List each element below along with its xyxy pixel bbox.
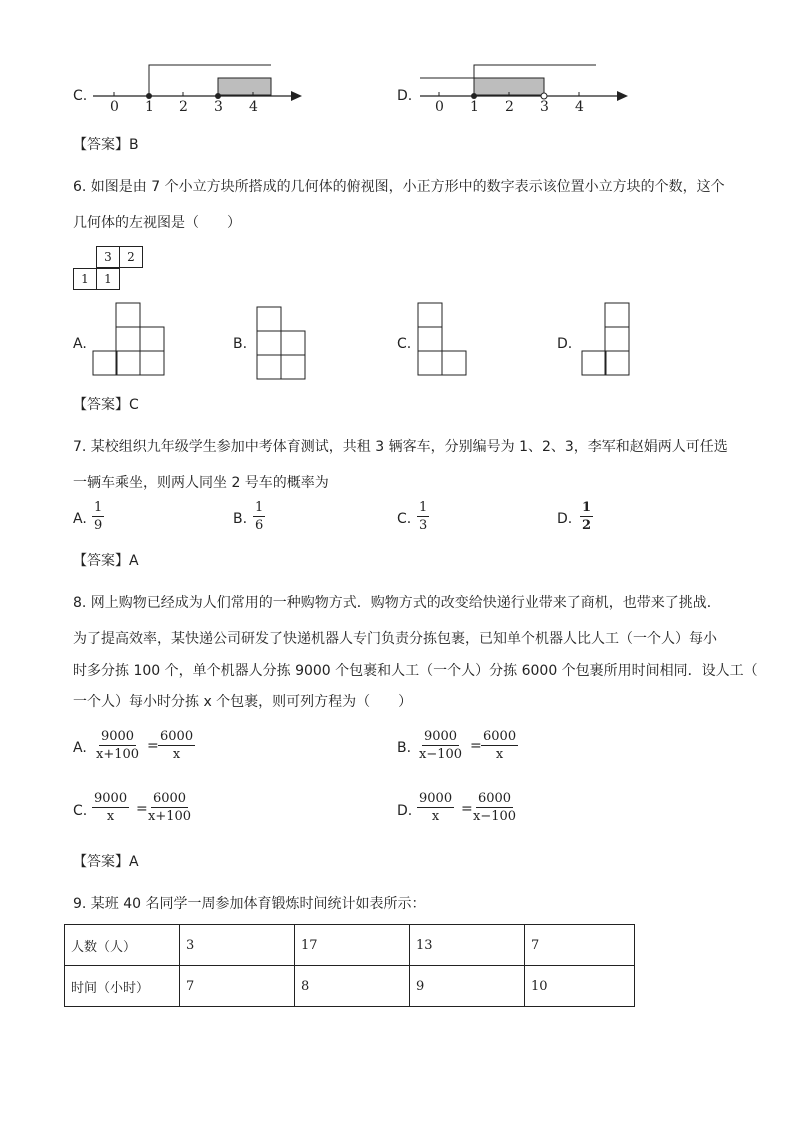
- q9-header-hours: 时间（小时）: [65, 966, 180, 1007]
- q7-answer-prefix: 【答案】: [73, 553, 129, 569]
- table-row: [65, 925, 635, 966]
- q9-cell-hours-4: 10: [525, 966, 635, 1007]
- q9-cell-hours-1: 7: [180, 966, 295, 1007]
- q5-answer-prefix: 【答案】: [73, 137, 129, 153]
- q7-a-numerator: 1: [94, 500, 103, 515]
- q5-option-c-number-line: [88, 60, 308, 116]
- q5-d-tick-1: 1: [470, 99, 479, 115]
- q5-d-tick-3: 3: [540, 99, 549, 115]
- q5-c-tick-2: 2: [179, 99, 188, 115]
- q8-stem-line2: 为了提高效率，某快递公司研发了快递机器人专门负责分拣包裹，已知单个机器人比人工（一个人）每小: [73, 631, 717, 647]
- q9-cell-hours-2: 8: [295, 966, 410, 1007]
- q9-cell-people-1: 3: [180, 925, 295, 966]
- q7-option-c-fraction: [417, 500, 429, 533]
- q6-answer: [73, 396, 139, 414]
- q7-option-d-fraction: [580, 500, 593, 533]
- q8-d-left-fraction: [417, 791, 454, 824]
- q8-a-right-numerator: 6000: [160, 729, 194, 744]
- q7-option-b-fraction: [253, 500, 265, 533]
- q8-d-right-numerator: 6000: [477, 791, 512, 806]
- q9-stem-line1: 9. 某班 40 名同学一周参加体育锻炼时间统计如表所示：: [73, 896, 426, 912]
- q7-option-d-label: D.: [557, 511, 573, 527]
- q8-b-equals: =: [470, 738, 482, 754]
- q7-answer: [73, 552, 139, 570]
- q5-option-c-label: C.: [73, 88, 88, 104]
- q7-stem-line2: 一辆车乘坐，则两人同坐 2 号车的概率为: [73, 475, 329, 491]
- q8-a-right-fraction: [158, 729, 195, 762]
- q7-option-a-fraction: [92, 500, 104, 533]
- q8-c-right-fraction: [146, 791, 193, 824]
- q8-stem-line3: 时多分拣 100 个，单个机器人分拣 9000 个包裹和人工（一个人）分拣 6000 个包裹所用时间相同．设人工（: [73, 663, 758, 679]
- q8-option-c-label: C.: [73, 803, 88, 819]
- q9-cell-hours-3: 9: [410, 966, 525, 1007]
- q6-option-d-label: D.: [557, 336, 573, 352]
- q8-option-d-label: D.: [397, 803, 413, 819]
- q8-b-right-denominator: x: [495, 747, 504, 762]
- q8-stem-line1: 8. 网上购物已经成为人们常用的一种购物方式．购物方式的改变给快递行业带来了商机，也带来了挑战．: [73, 595, 721, 611]
- q6-stem-line1: 6. 如图是由 7 个小立方块所搭成的几何体的俯视图，小正方形中的数字表示该位置小立方块的个数，这个: [73, 179, 725, 195]
- q5-d-tick-0: 0: [435, 99, 444, 115]
- q6-answer-prefix: 【答案】: [73, 397, 129, 413]
- q6-stem-line2: 几何体的左视图是（ ）: [73, 215, 241, 231]
- q6-top-view-cell-1a: 1: [73, 268, 97, 290]
- q8-answer: [73, 853, 139, 871]
- q6-option-b-label: B.: [233, 336, 248, 352]
- q8-c-right-denominator: x+100: [148, 809, 192, 824]
- table-row: [65, 966, 635, 1007]
- q8-a-left-denominator: x+100: [96, 747, 140, 762]
- q7-stem-line1: 7. 某校组织九年级学生参加中考体育测试，共租 3 辆客车，分别编号为 1、2、3，李军和赵娟两人可任选: [73, 439, 728, 455]
- q5-answer-value: B: [129, 137, 139, 153]
- q5-c-tick-0: 0: [110, 99, 119, 115]
- q8-d-left-numerator: 9000: [419, 791, 453, 806]
- q8-c-left-fraction: [92, 791, 129, 824]
- q6-top-view-cell-3: 3: [96, 246, 120, 268]
- q7-d-denominator: 2: [582, 518, 592, 533]
- q6-option-a-label: A.: [73, 336, 87, 352]
- q5-c-arrow: [291, 91, 302, 101]
- q9-cell-people-4: 7: [525, 925, 635, 966]
- q6-top-view-cell-2: 2: [119, 246, 143, 268]
- q8-answer-prefix: 【答案】: [73, 854, 129, 870]
- q5-d-tick-2: 2: [505, 99, 514, 115]
- q9-header-people: 人数（人）: [65, 925, 180, 966]
- q8-d-right-denominator: x−100: [473, 809, 517, 824]
- q6-option-c-figure: [417, 302, 469, 378]
- q7-option-c-label: C.: [397, 511, 412, 527]
- q9-cell-people-2: 17: [295, 925, 410, 966]
- q7-c-numerator: 1: [419, 500, 428, 515]
- q6-option-a-figure: [92, 302, 168, 378]
- q8-a-equals: =: [147, 738, 159, 754]
- q5-option-d-label: D.: [397, 88, 413, 104]
- q7-option-b-label: B.: [233, 511, 248, 527]
- q6-option-c-label: C.: [397, 336, 412, 352]
- q5-option-d-number-line: [418, 60, 638, 116]
- q7-d-numerator: 1: [582, 500, 592, 515]
- q8-option-a-label: A.: [73, 740, 87, 756]
- q7-a-denominator: 9: [94, 518, 103, 533]
- q8-c-left-numerator: 9000: [94, 791, 128, 806]
- q5-c-tick-3: 3: [214, 99, 223, 115]
- q8-b-right-fraction: [481, 729, 518, 762]
- q8-b-right-numerator: 6000: [483, 729, 517, 744]
- q8-c-equals: =: [136, 801, 148, 817]
- q8-d-equals: =: [461, 801, 473, 817]
- q6-answer-value: C: [129, 397, 139, 413]
- q7-b-numerator: 1: [255, 500, 264, 515]
- q8-d-left-denominator: x: [431, 809, 440, 824]
- q6-option-d-figure: [581, 302, 633, 378]
- q5-c-tick-1: 1: [145, 99, 154, 115]
- q8-option-b-label: B.: [397, 740, 412, 756]
- q7-c-denominator: 3: [419, 518, 428, 533]
- q5-d-arrow: [617, 91, 628, 101]
- q6-top-view-cell-1b: 1: [96, 268, 120, 290]
- q8-b-left-denominator: x−100: [419, 747, 463, 762]
- q5-c-tick-4: 4: [249, 99, 258, 115]
- q8-answer-value: A: [129, 854, 139, 870]
- q8-c-right-numerator: 6000: [152, 791, 187, 806]
- q8-b-left-fraction: [417, 729, 464, 762]
- q7-b-denominator: 6: [255, 518, 264, 533]
- q8-a-left-numerator: 9000: [100, 729, 135, 744]
- q7-answer-value: A: [129, 553, 139, 569]
- q5-c-shaded-region: [218, 78, 271, 95]
- q8-b-left-numerator: 9000: [423, 729, 458, 744]
- q5-d-tick-4: 4: [575, 99, 584, 115]
- q6-option-b-figure: [256, 306, 308, 380]
- q8-stem-line4: 一个人）每小时分拣 x 个包裹，则可列方程为（ ）: [73, 694, 413, 710]
- q8-a-right-denominator: x: [172, 747, 181, 762]
- q8-d-right-fraction: [471, 791, 518, 824]
- q9-data-table: [64, 924, 635, 1007]
- q9-cell-people-3: 13: [410, 925, 525, 966]
- q5-answer: [73, 136, 139, 154]
- q8-a-left-fraction: [94, 729, 141, 762]
- q8-c-left-denominator: x: [106, 809, 115, 824]
- q7-option-a-label: A.: [73, 511, 87, 527]
